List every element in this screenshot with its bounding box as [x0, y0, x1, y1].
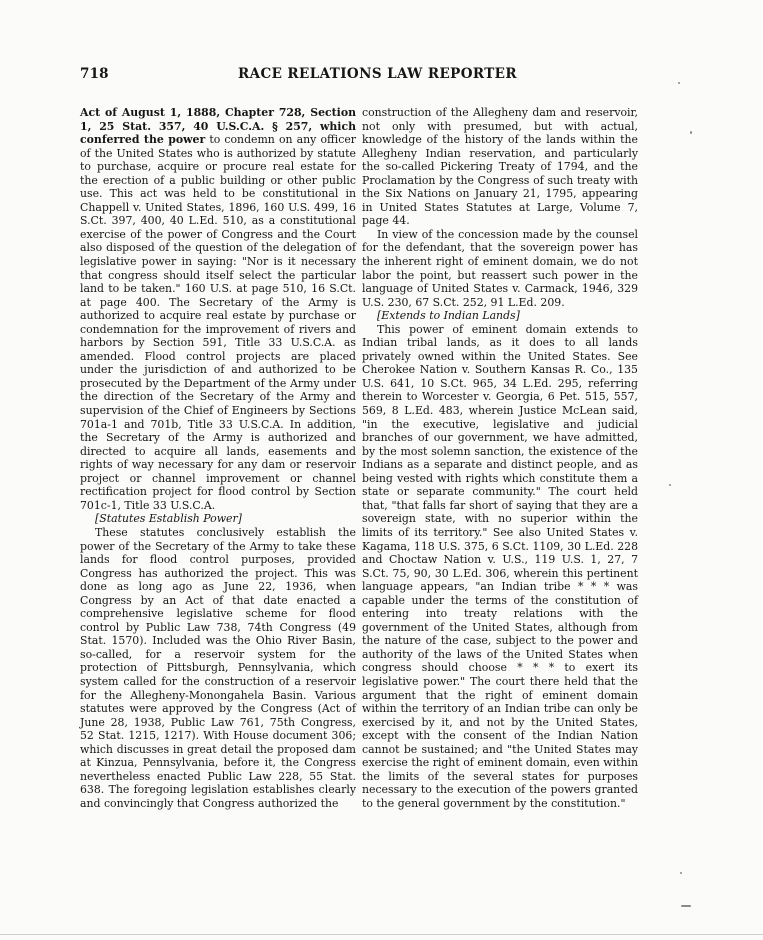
- right-paragraph-3: This power of eminent domain extends to Indian tribal lands, as it does to all lands privately owned within the United States. See Cherokee Nation v. Southern Kansas R. Co., 135 U.S. 641, 10 S.Ct. 965, 34 L.Ed. 295, referring therein to Worcester v. Georgia, 6 Pet. 515, 557, 569, 8 L.Ed. 483, wherein Justice McLean said, "in the executive, legislative and judicial branches of our government, we have admitted, by the most solemn sanction, the existence of the Indians as a separate and distinct people, and as being vested with rights which constitute them a state or separate community." The court held that, "that falls far short of saying that they are a sovereign state, with no superior within the limits of its territory." See also United States v. Kagama, 118 U.S. 375, 6 S.Ct. 1109, 30 L.Ed. 228 and Choctaw Nation v. U.S., 119 U.S. 1, 27, 7 S.Ct. 75, 90, 30 L.Ed. 306, wherein this pertinent language appears, "an Indian tribe * * * was capable under the terms of the constitution of entering into treaty relations with the government of the United States, although from the nature of the case, subject to the power and authority of the laws of the United States when congress should choose * * * to exert its legislative power." The court there held that the argument that the right of eminent domain within the territory of an Indian tribe can only be exercised by it, and not by the United States, except with the consent of the Indian Nation cannot be sustained; and "the United States may exercise the right of eminent domain, even within the limits of the several states for purposes necessary to the execution of the powers granted to the general government by the constitution.": [362, 322, 638, 810]
- scan-speck: [680, 872, 682, 874]
- right-paragraph-1: construction of the Allegheny dam and reservoir, not only with presumed, but with actual, knowledge of the history of the lands within the Allegheny Indian reservation, and particularly the so-called Pickering Treaty of 1794, and the Proclamation by the Congress of such treaty with the Six Nations on January 21, 1795, appearing in United States Statutes at Large, Volume 7, page 44.: [362, 106, 638, 228]
- scan-speck: [678, 82, 680, 84]
- left-paragraph-1-lead: Act of August 1, 1888, Chapter 728, Section 1, 25 Stat. 357, 40 U.S.C.A. § 257, which conferred the power: [80, 106, 356, 147]
- left-paragraph-1-rest: to condemn on any officer of the United States who is authorized by statute to purchase, acquire or procure real estate for the erection of a public building or other public use. This act was held to be constitutional in Chappell v. United States, 1896, 160 U.S. 499, 16 S.Ct. 397, 400, 40 L.Ed. 510, as a constitutional exercise of the power of Congress and the Court also disposed of the question of the delegation of legislative power in saying: "Nor is it necessary that congress should itself select the particular land to be taken." 160 U.S. at page 510, 16 S.Ct. at page 400. The Secretary of the Army is authorized to acquire real estate by purchase or condemnation for the improvement of rivers and harbors by Section 591, Title 33 U.S.C.A. as amended. Flood control projects are placed under the jurisdiction of and authorized to be prosecuted by the Department of the Army under the direction of the Secretary of the Army and supervision of the Chief of Engineers by Sections 701a-1 and 701b, Title 33 U.S.C.A. In addition, the Secretary of the Army is authorized and directed to acquire all lands, easements and rights of way necessary for any dam or reservoir project or channel improvement or channel rectification project for flood control by Section 701c-1, Title 33 U.S.C.A.: [80, 133, 356, 512]
- scan-speck: [690, 131, 692, 134]
- subhead-indian-lands: [Extends to Indian Lands]: [377, 309, 520, 323]
- right-paragraph-2: In view of the concession made by the counsel for the defendant, that the sovereign power has the inherent right of eminent domain, we do not labor the point, but reassert such power in the language of United States v. Carmack, 1946, 329 U.S. 230, 67 S.Ct. 252, 91 L.Ed. 209.: [362, 227, 638, 309]
- scan-speck: [681, 905, 691, 907]
- left-paragraph-1: [80, 106, 356, 512]
- scan-speck: [669, 484, 671, 486]
- left-column: [80, 106, 356, 810]
- right-column: [362, 106, 638, 810]
- subhead-statutes: [Statutes Establish Power]: [95, 512, 242, 526]
- scan-edge: [0, 934, 763, 935]
- left-paragraph-2: These statutes conclusively establish the power of the Secretary of the Army to take these lands for flood control purposes, provided Congress has authorized the project. This was done as long ago as June 22, 1936, when Congress by an Act of that date enacted a comprehensive legislative scheme for flood control by Public Law 738, 74th Congress (49 Stat. 1570). Included was the Ohio River Basin, so-called, for a reservoir system for the protection of Pittsburgh, Pennsylvania, which system called for the construction of a reservoir for the Allegheny-Monongahela Basin. Various statutes were approved by the Congress (Act of June 28, 1938, Public Law 761, 75th Congress, 52 Stat. 1215, 1217). With House document 306; which discusses in great detail the proposed dam at Kinzua, Pennsylvania, before it, the Congress nevertheless enacted Public Law 228, 55 Stat. 638. The foregoing legislation establishes clearly and convincingly that Congress authorized the: [80, 525, 356, 810]
- running-head: RACE RELATIONS LAW REPORTER: [238, 66, 517, 82]
- page-number: 718: [80, 66, 109, 82]
